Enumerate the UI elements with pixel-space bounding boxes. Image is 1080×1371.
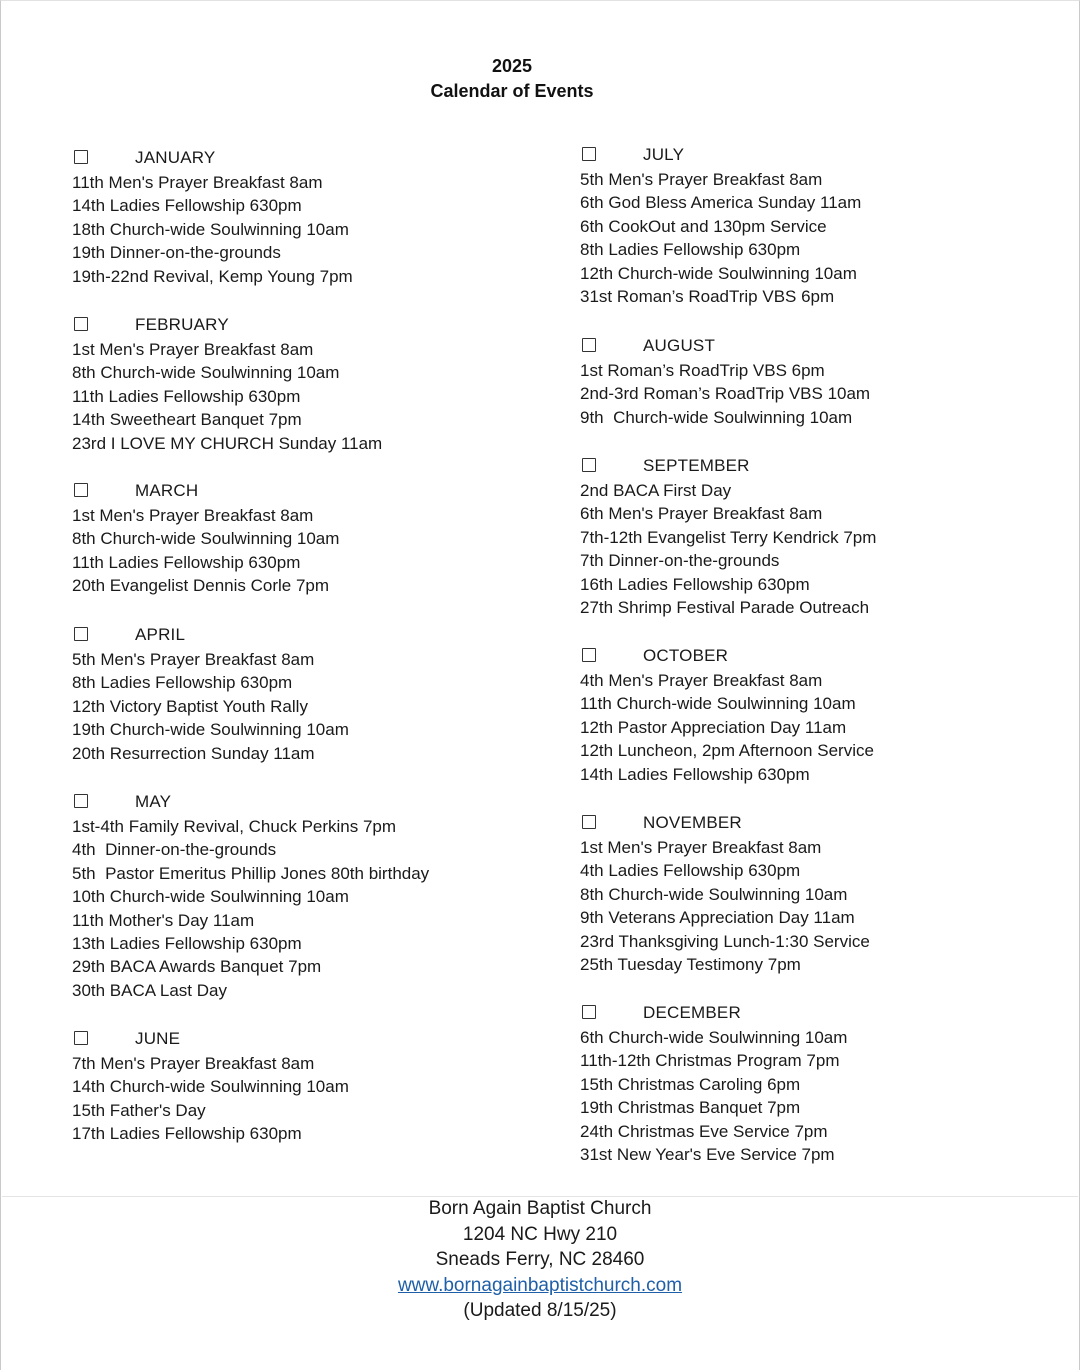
event-item: 17th Ladies Fellowship 630pm	[72, 1124, 302, 1144]
month-name: FEBRUARY	[135, 315, 229, 334]
address-line-1: 1204 NC Hwy 210	[462, 1223, 618, 1245]
month-header	[72, 480, 542, 504]
event-item: 11th Church-wide Soulwinning 10am	[580, 694, 856, 714]
event-item: 7th Dinner-on-the-grounds	[580, 551, 780, 571]
month-header	[580, 812, 1040, 836]
event-item: 2nd-3rd Roman’s RoadTrip VBS 10am	[580, 384, 871, 404]
event-item: 7th Men's Prayer Breakfast 8am	[72, 1054, 315, 1073]
event-item: 7th-12th Evangelist Terry Kendrick 7pm	[580, 527, 877, 547]
month-section-march	[72, 480, 542, 598]
month-name: SEPTEMBER	[643, 456, 750, 475]
event-list	[72, 648, 542, 765]
event-list	[72, 1052, 542, 1146]
event-item: 15th Father's Day	[72, 1100, 206, 1120]
event-item: 23rd I LOVE MY CHURCH Sunday 11am	[72, 433, 383, 453]
event-item: 12th Victory Baptist Youth Rally	[72, 696, 308, 716]
event-item: 18th Church-wide Soulwinning 10am	[72, 219, 349, 239]
month-checkbox[interactable]	[582, 458, 596, 472]
month-checkbox[interactable]	[582, 338, 596, 352]
event-list	[580, 836, 1040, 976]
event-item: 9th Church-wide Soulwinning 10am	[580, 407, 853, 427]
event-item: 11th Ladies Fellowship 630pm	[72, 386, 301, 406]
event-item: 30th BACA Last Day	[72, 980, 227, 1000]
month-checkbox[interactable]	[74, 317, 88, 331]
event-item: 19th-22nd Revival, Kemp Young 7pm	[72, 266, 353, 286]
month-header	[580, 1002, 1040, 1026]
event-item: 12th Luncheon, 2pm Afternoon Service	[580, 741, 874, 761]
month-name: APRIL	[135, 625, 186, 644]
event-list	[72, 504, 542, 598]
month-section-november	[580, 812, 1040, 976]
event-item: 16th Ladies Fellowship 630pm	[580, 574, 810, 594]
header-year: 2025	[491, 56, 533, 76]
month-header	[72, 314, 542, 338]
event-list	[72, 171, 542, 288]
event-item: 4th Ladies Fellowship 630pm	[580, 861, 801, 881]
event-list	[580, 479, 1040, 619]
event-list	[580, 669, 1040, 786]
event-list	[580, 1026, 1040, 1166]
month-section-july	[580, 144, 1040, 308]
month-section-september	[580, 455, 1040, 619]
event-list	[72, 815, 542, 1002]
header-title: Calendar of Events	[430, 81, 594, 101]
event-item: 1st Men's Prayer Breakfast 8am	[72, 340, 314, 359]
event-list	[72, 338, 542, 455]
month-section-january	[72, 147, 542, 288]
event-item: 11th-12th Christmas Program 7pm	[580, 1051, 840, 1071]
month-section-august	[580, 335, 1040, 429]
event-item: 19th Dinner-on-the-grounds	[72, 243, 281, 263]
event-item: 2nd BACA First Day	[580, 481, 732, 500]
event-item: 8th Ladies Fellowship 630pm	[72, 673, 293, 693]
event-item: 14th Sweetheart Banquet 7pm	[72, 410, 302, 430]
event-list	[580, 168, 1040, 308]
month-header	[580, 144, 1040, 168]
month-section-april	[72, 624, 542, 765]
event-item: 8th Church-wide Soulwinning 10am	[72, 363, 340, 383]
event-item: 11th Ladies Fellowship 630pm	[72, 552, 301, 572]
updated-note: (Updated 8/15/25)	[463, 1300, 617, 1322]
event-item: 31st New Year's Eve Service 7pm	[580, 1145, 835, 1165]
event-item: 20th Resurrection Sunday 11am	[72, 743, 315, 763]
month-name: AUGUST	[643, 336, 716, 355]
event-item: 4th Men's Prayer Breakfast 8am	[580, 671, 823, 690]
month-checkbox[interactable]	[74, 627, 88, 641]
event-item: 13th Ladies Fellowship 630pm	[72, 934, 302, 954]
website-link[interactable]: www.bornagainbaptistchurch.com	[397, 1274, 683, 1296]
month-header	[72, 1028, 542, 1052]
event-item: 25th Tuesday Testimony 7pm	[580, 955, 801, 975]
month-header	[580, 455, 1040, 479]
month-checkbox[interactable]	[74, 1031, 88, 1045]
month-name: OCTOBER	[643, 646, 729, 665]
month-checkbox[interactable]	[74, 150, 88, 164]
event-item: 19th Christmas Banquet 7pm	[580, 1098, 801, 1118]
event-item: 1st-4th Family Revival, Chuck Perkins 7pm	[72, 817, 397, 836]
event-item: 6th Church-wide Soulwinning 10am	[580, 1028, 848, 1047]
event-item: 6th CookOut and 130pm Service	[580, 216, 827, 236]
month-name: MARCH	[135, 481, 199, 500]
event-item: 11th Men's Prayer Breakfast 8am	[72, 173, 323, 192]
month-checkbox[interactable]	[582, 1005, 596, 1019]
church-name: Born Again Baptist Church	[428, 1198, 652, 1219]
month-header	[72, 791, 542, 815]
event-item: 15th Christmas Caroling 6pm	[580, 1074, 801, 1094]
event-item: 1st Men's Prayer Breakfast 8am	[580, 838, 822, 857]
month-name: NOVEMBER	[643, 813, 742, 832]
event-item: 6th God Bless America Sunday 11am	[580, 193, 862, 213]
event-item: 20th Evangelist Dennis Corle 7pm	[72, 576, 330, 596]
month-name: DECEMBER	[643, 1003, 741, 1022]
month-name: MAY	[135, 792, 172, 811]
event-item: 5th Men's Prayer Breakfast 8am	[72, 650, 315, 669]
event-item: 6th Men's Prayer Breakfast 8am	[580, 504, 823, 524]
event-item: 12th Pastor Appreciation Day 11am	[580, 717, 847, 737]
event-item: 5th Men's Prayer Breakfast 8am	[580, 170, 823, 189]
event-item: 14th Ladies Fellowship 630pm	[580, 764, 810, 784]
event-item: 5th Pastor Emeritus Phillip Jones 80th birthday	[72, 863, 430, 883]
month-name: JANUARY	[135, 148, 216, 167]
event-item: 10th Church-wide Soulwinning 10am	[72, 887, 349, 907]
event-item: 8th Church-wide Soulwinning 10am	[580, 884, 848, 904]
month-header	[72, 624, 542, 648]
event-item: 14th Ladies Fellowship 630pm	[72, 196, 302, 216]
month-header	[580, 645, 1040, 669]
event-item: 14th Church-wide Soulwinning 10am	[72, 1077, 349, 1097]
month-checkbox[interactable]	[74, 794, 88, 808]
event-item: 1st Men's Prayer Breakfast 8am	[72, 506, 314, 525]
event-item: 29th BACA Awards Banquet 7pm	[72, 957, 322, 977]
event-item: 8th Ladies Fellowship 630pm	[580, 240, 801, 260]
event-item: 19th Church-wide Soulwinning 10am	[72, 720, 349, 740]
event-item: 23rd Thanksgiving Lunch-1:30 Service	[580, 931, 870, 951]
event-item: 9th Veterans Appreciation Day 11am	[580, 908, 855, 928]
month-checkbox[interactable]	[582, 815, 596, 829]
address-line-2: Sneads Ferry, NC 28460	[435, 1249, 645, 1271]
month-section-october	[580, 645, 1040, 786]
event-item: 8th Church-wide Soulwinning 10am	[72, 529, 340, 549]
month-name: JUNE	[135, 1029, 181, 1048]
month-checkbox[interactable]	[74, 483, 88, 497]
event-list	[580, 359, 1040, 429]
event-item: 12th Church-wide Soulwinning 10am	[580, 263, 857, 283]
month-section-december	[580, 1002, 1040, 1166]
month-checkbox[interactable]	[582, 648, 596, 662]
month-header	[580, 335, 1040, 359]
event-item: 24th Christmas Eve Service 7pm	[580, 1121, 828, 1141]
page-header	[0, 54, 1024, 104]
month-checkbox[interactable]	[582, 147, 596, 161]
event-item: 11th Mother's Day 11am	[72, 910, 255, 930]
month-section-june	[72, 1028, 542, 1146]
month-section-february	[72, 314, 542, 455]
month-header	[72, 147, 542, 171]
event-item: 4th Dinner-on-the-grounds	[72, 840, 277, 860]
event-item: 1st Roman’s RoadTrip VBS 6pm	[580, 361, 825, 380]
month-section-may	[72, 791, 542, 1002]
event-item: 27th Shrimp Festival Parade Outreach	[580, 598, 870, 618]
event-item: 31st Roman’s RoadTrip VBS 6pm	[580, 287, 835, 307]
month-name: JULY	[643, 145, 685, 164]
page-footer	[0, 1196, 1080, 1324]
